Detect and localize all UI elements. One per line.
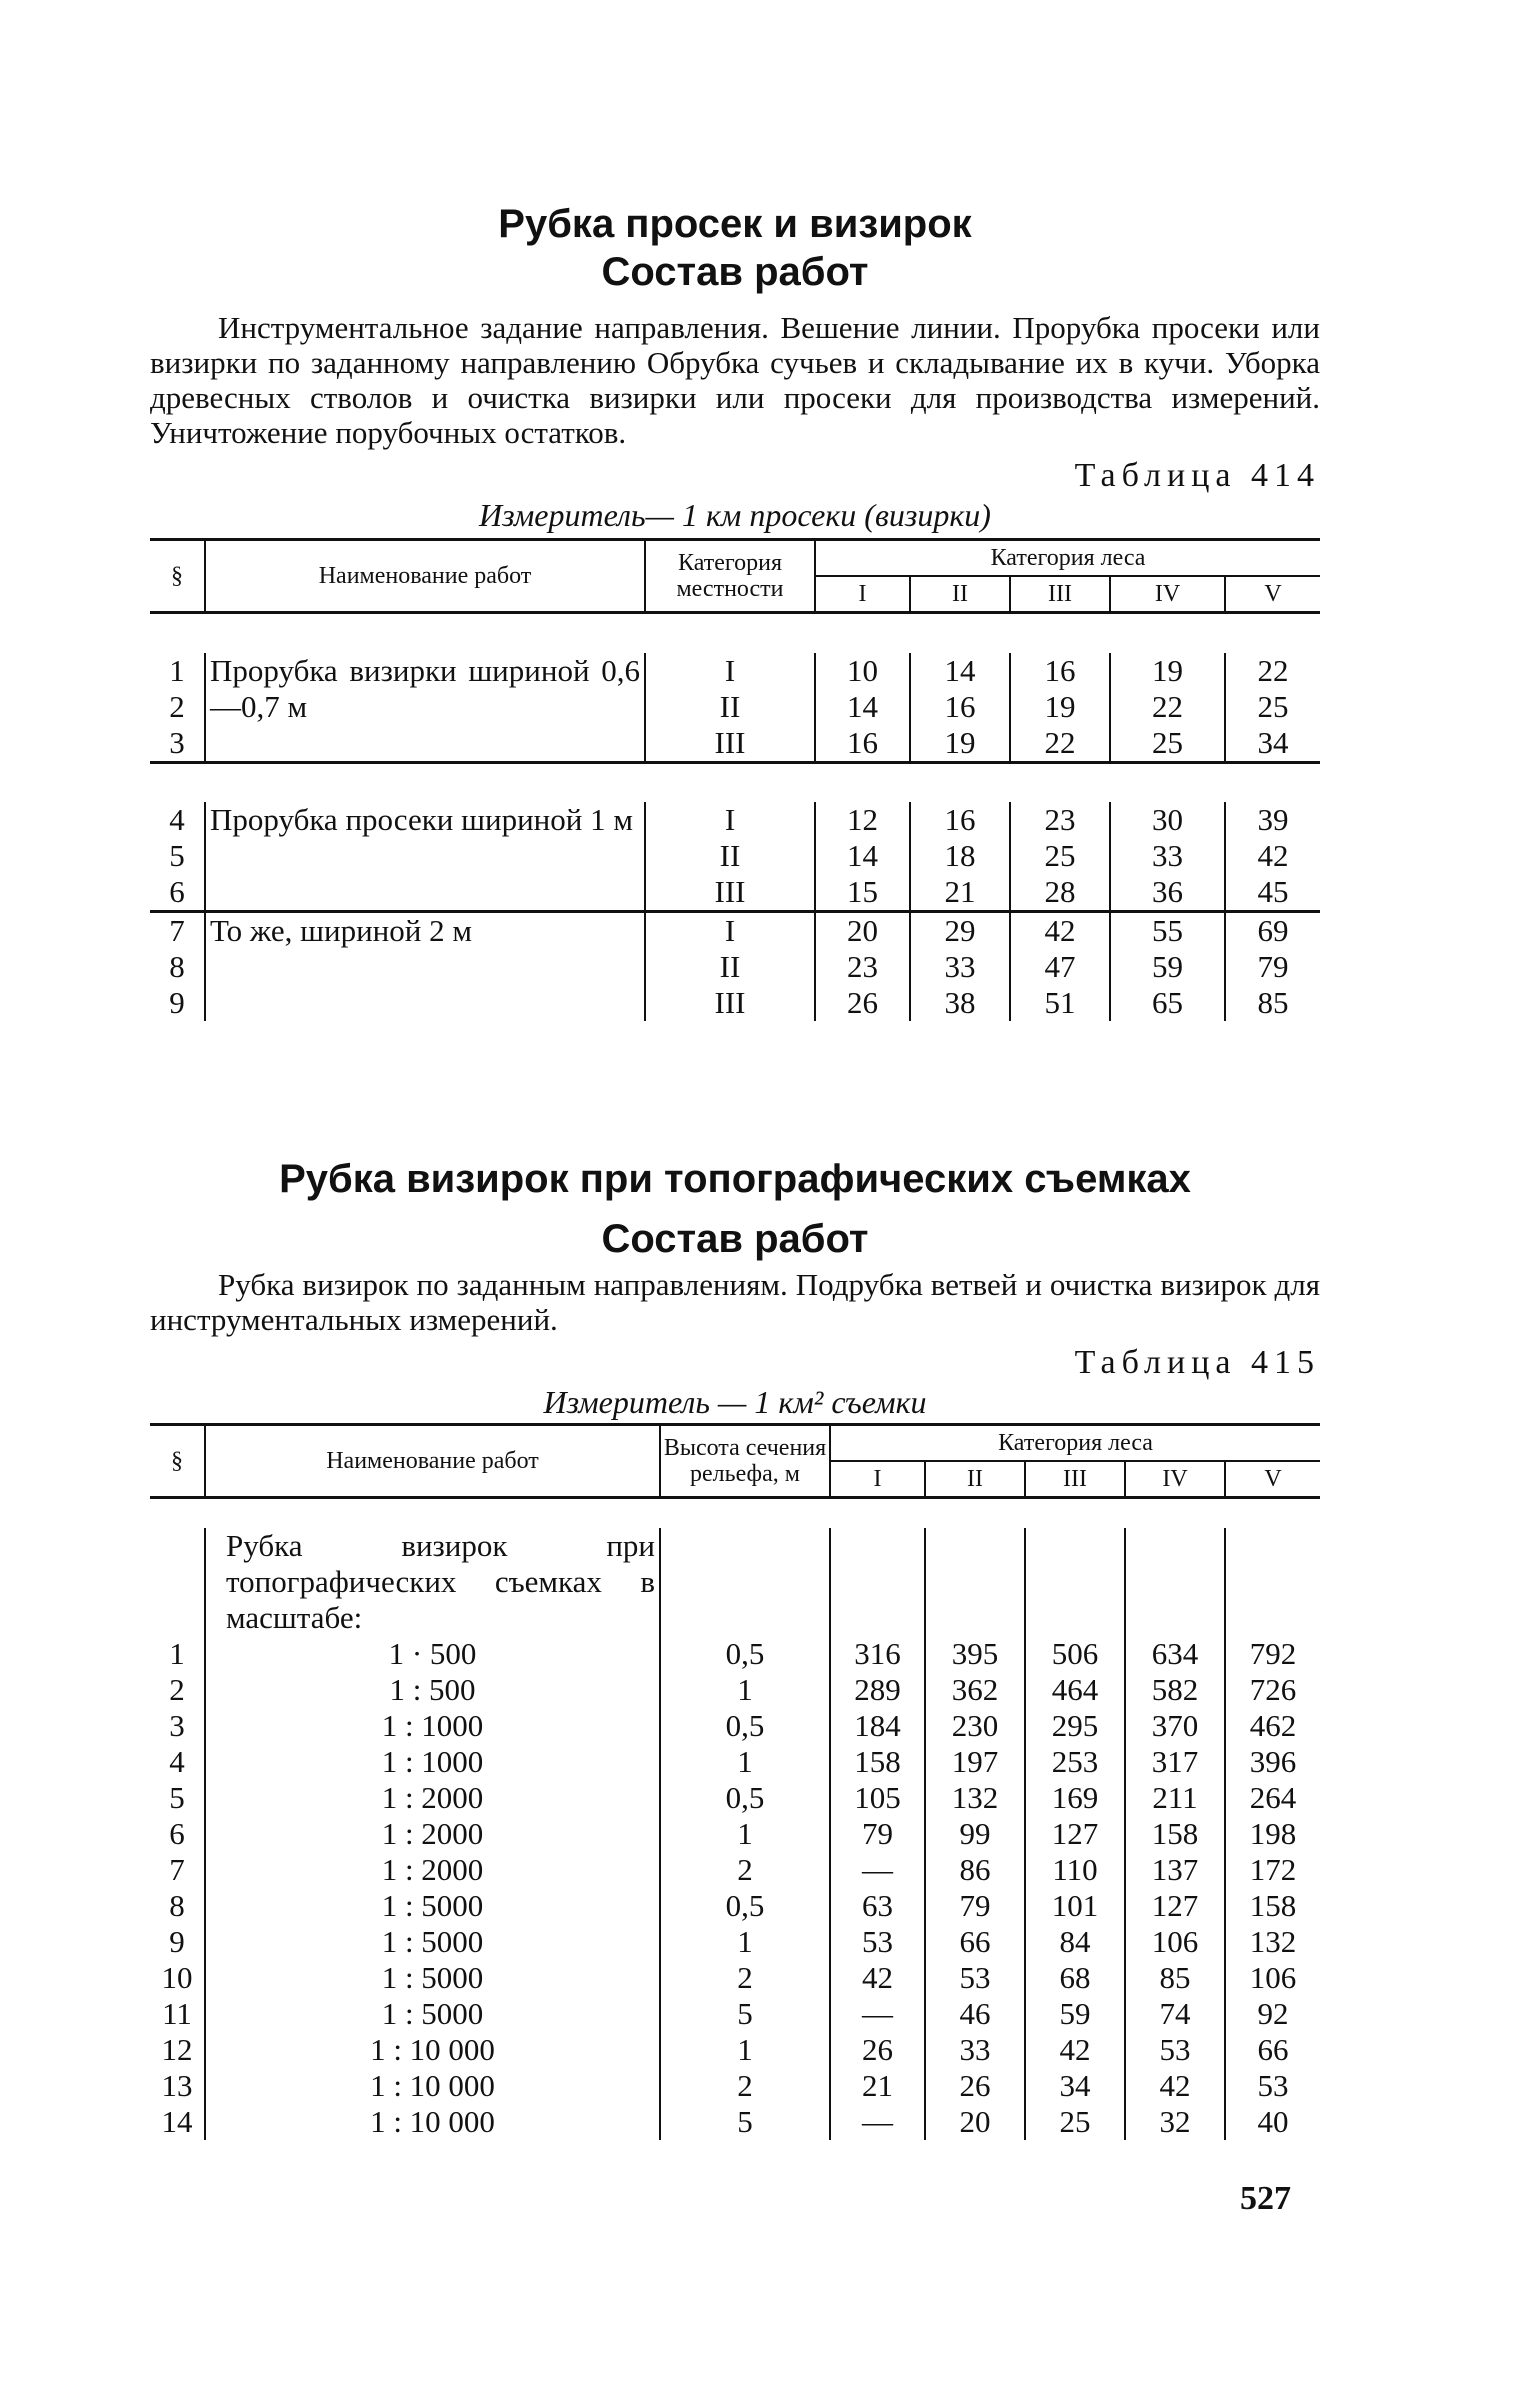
t415-cell: 79 <box>925 1888 1025 1924</box>
t415-cell: 132 <box>925 1780 1025 1816</box>
t415-height: 0,5 <box>660 1708 830 1744</box>
t415-height: 5 <box>660 1996 830 2032</box>
t415-row-num: 12 <box>161 2031 193 2067</box>
t415-row-num: 4 <box>169 1743 185 1779</box>
table-row <box>150 1816 1320 1852</box>
t415-cell: 92 <box>1225 1996 1320 2032</box>
t415-header-sec: § <box>150 1425 205 1498</box>
t414-col-3: III <box>1010 576 1110 613</box>
t415-cell: 362 <box>925 1672 1025 1708</box>
table-row <box>150 2068 1320 2104</box>
table-row <box>150 1924 1320 1960</box>
t415-cell: 158 <box>1225 1888 1320 1924</box>
t415-row-num: 7 <box>169 1851 185 1887</box>
t415-cell: 40 <box>1225 2104 1320 2140</box>
t415-row-num: 13 <box>161 2067 193 2103</box>
t415-row-num: 11 <box>162 1995 192 2031</box>
t415-cell: 158 <box>830 1744 925 1780</box>
section-1 <box>150 200 1320 1021</box>
t415-cell: 63 <box>830 1888 925 1924</box>
t415-cell: 53 <box>1125 2032 1225 2068</box>
t415-header-forest: Категория леса <box>830 1425 1320 1462</box>
t414-cell: 19 <box>1110 653 1225 689</box>
table-row <box>150 1852 1320 1888</box>
table-414 <box>150 538 1320 1021</box>
t415-row-num: 10 <box>161 1959 193 1995</box>
t415-cell: — <box>830 1996 925 2032</box>
t414-col-4: IV <box>1110 576 1225 613</box>
t414-cell: 19 <box>1010 689 1110 725</box>
table-row <box>150 1744 1320 1780</box>
t414-col-5: V <box>1225 576 1320 613</box>
t415-scale: 1 : 2000 <box>205 1852 660 1888</box>
t415-cell: 464 <box>1025 1672 1125 1708</box>
t414-cell: 39 <box>1225 802 1320 838</box>
t415-cell: — <box>830 1852 925 1888</box>
t415-cell: 110 <box>1025 1852 1125 1888</box>
t415-cell: 53 <box>925 1960 1025 1996</box>
t415-cell: 34 <box>1025 2068 1125 2104</box>
t414-cell: 23 <box>1010 802 1110 838</box>
t414-cell: 20 <box>815 912 910 950</box>
t414-cell: 33 <box>910 949 1010 985</box>
section-2-paragraph: Рубка визирок по заданным направлениям. Подрубка ветвей и очистка визирок для инструментальных измерений. <box>150 1267 1320 1337</box>
t415-cell: 289 <box>830 1672 925 1708</box>
t414-cell: II <box>645 949 815 985</box>
t414-cell: 18 <box>910 838 1010 874</box>
t415-height: 0,5 <box>660 1636 830 1672</box>
section-1-subtitle: Состав работ <box>601 250 869 294</box>
t415-cell: 462 <box>1225 1708 1320 1744</box>
t415-scale: 1 : 2000 <box>205 1816 660 1852</box>
t415-cell: 295 <box>1025 1708 1125 1744</box>
table-row <box>150 2104 1320 2140</box>
t415-row-num: 8 <box>169 1887 185 1923</box>
t415-cell: 66 <box>925 1924 1025 1960</box>
t414-row-num: 1 <box>169 652 185 688</box>
t414-group-name: Прорубка визирки шириной 0,6—0,7 м <box>205 653 645 763</box>
t414-cell: III <box>645 985 815 1021</box>
t414-cell: 42 <box>1010 912 1110 950</box>
t415-cell: 792 <box>1225 1636 1320 1672</box>
t415-scale: 1 : 10 000 <box>205 2104 660 2140</box>
t415-row-num: 9 <box>169 1923 185 1959</box>
t415-row-num: 2 <box>169 1671 185 1707</box>
t414-cell: 22 <box>1225 653 1320 689</box>
t415-cell: 68 <box>1025 1960 1125 1996</box>
t415-height: 2 <box>660 1852 830 1888</box>
t414-cell: 45 <box>1225 874 1320 912</box>
t415-cell: 395 <box>925 1636 1025 1672</box>
t415-scale: 1 : 5000 <box>205 1924 660 1960</box>
t415-scale: 1 : 10 000 <box>205 2032 660 2068</box>
t414-cell: 23 <box>815 949 910 985</box>
t415-header-height: Высота сечения рельефа, м <box>660 1425 830 1498</box>
t414-cell: 16 <box>1010 653 1110 689</box>
section-2-title: Рубка визирок при топографических съемках <box>279 1157 1191 1201</box>
t415-scale: 1 : 500 <box>205 1672 660 1708</box>
t415-cell: 316 <box>830 1636 925 1672</box>
t414-row-num: 6 <box>169 874 185 909</box>
t415-cell: 42 <box>830 1960 925 1996</box>
t415-row-num: 5 <box>169 1779 185 1815</box>
t415-cell: 582 <box>1125 1672 1225 1708</box>
t415-cell: 137 <box>1125 1852 1225 1888</box>
t415-intro-row <box>150 1528 1320 1636</box>
table-415 <box>150 1423 1320 2140</box>
t415-cell: 42 <box>1025 2032 1125 2068</box>
t415-height: 0,5 <box>660 1888 830 1924</box>
table-row <box>150 1780 1320 1816</box>
t414-cell: 25 <box>1010 838 1110 874</box>
t415-cell: 317 <box>1125 1744 1225 1780</box>
t415-cell: 59 <box>1025 1996 1125 2032</box>
t414-cell: 15 <box>815 874 910 912</box>
t414-row-num: 3 <box>169 724 185 760</box>
t414-col-2: II <box>910 576 1010 613</box>
t415-height: 0,5 <box>660 1780 830 1816</box>
t415-cell: 197 <box>925 1744 1025 1780</box>
t414-cell: 19 <box>910 725 1010 763</box>
t415-scale: 1 : 5000 <box>205 1888 660 1924</box>
t415-cell: 253 <box>1025 1744 1125 1780</box>
t414-cell: 65 <box>1110 985 1225 1021</box>
t414-cell: 28 <box>1010 874 1110 912</box>
t415-cell: 184 <box>830 1708 925 1744</box>
t415-cell: 53 <box>1225 2068 1320 2104</box>
t415-height: 5 <box>660 2104 830 2140</box>
t414-cell: 85 <box>1225 985 1320 1021</box>
t415-height: 2 <box>660 1960 830 1996</box>
t414-cell: 29 <box>910 912 1010 950</box>
t414-row-num: 5 <box>169 838 185 873</box>
t414-cell: 42 <box>1225 838 1320 874</box>
table-row <box>150 912 1320 950</box>
t414-cell: 14 <box>815 689 910 725</box>
t414-cell: 21 <box>910 874 1010 912</box>
t415-cell: 74 <box>1125 1996 1225 2032</box>
t415-cell: 86 <box>925 1852 1025 1888</box>
t414-cell: I <box>645 912 815 950</box>
t415-scale: 1 · 500 <box>205 1636 660 1672</box>
t415-col-4: IV <box>1125 1461 1225 1498</box>
t415-cell: 26 <box>830 2032 925 2068</box>
t414-cell: 47 <box>1010 949 1110 985</box>
t415-scale: 1 : 2000 <box>205 1780 660 1816</box>
t415-height: 1 <box>660 1672 830 1708</box>
t414-header-cat: Категория местности <box>645 540 815 613</box>
table-row <box>150 2032 1320 2068</box>
t415-cell: 42 <box>1125 2068 1225 2104</box>
t415-height: 1 <box>660 1816 830 1852</box>
t415-cell: 99 <box>925 1816 1025 1852</box>
t414-group-name: То же, шириной 2 м <box>205 912 645 1022</box>
table-415-measure: Измеритель — 1 км² съемки <box>543 1384 927 1420</box>
t415-cell: 21 <box>830 2068 925 2104</box>
t414-cell: 25 <box>1110 725 1225 763</box>
t415-height: 1 <box>660 2032 830 2068</box>
t415-cell: 634 <box>1125 1636 1225 1672</box>
t414-cell: I <box>645 653 815 689</box>
t415-cell: 396 <box>1225 1744 1320 1780</box>
t415-cell: 25 <box>1025 2104 1125 2140</box>
t415-cell: 20 <box>925 2104 1025 2140</box>
t415-cell: 53 <box>830 1924 925 1960</box>
t415-cell: 26 <box>925 2068 1025 2104</box>
t414-cell: 33 <box>1110 838 1225 874</box>
t415-cell: 79 <box>830 1816 925 1852</box>
t415-row-num: 14 <box>161 2103 193 2139</box>
table-row <box>150 802 1320 838</box>
t414-header-forest: Категория леса <box>815 540 1320 577</box>
t415-scale: 1 : 1000 <box>205 1744 660 1780</box>
t414-cell: 51 <box>1010 985 1110 1021</box>
t414-header-name: Наименование работ <box>205 540 645 613</box>
t414-cell: 69 <box>1225 912 1320 950</box>
t415-cell: 264 <box>1225 1780 1320 1816</box>
t415-row-num: 3 <box>169 1707 185 1743</box>
t415-cell: 32 <box>1125 2104 1225 2140</box>
table-414-measure: Измеритель— 1 км просеки (визирки) <box>479 497 991 533</box>
t415-intro: Рубка визирок при топографических съемках в масштабе: <box>205 1528 660 1636</box>
t415-row-num: 1 <box>169 1635 185 1671</box>
t414-cell: II <box>645 838 815 874</box>
t415-cell: 127 <box>1125 1888 1225 1924</box>
table-row <box>150 1996 1320 2032</box>
t414-row-num: 4 <box>169 802 185 837</box>
section-2-subtitle: Состав работ <box>601 1217 869 1261</box>
t414-cell: III <box>645 874 815 912</box>
t415-height: 2 <box>660 2068 830 2104</box>
t415-cell: 66 <box>1225 2032 1320 2068</box>
t415-scale: 1 : 5000 <box>205 1996 660 2032</box>
t415-cell: 106 <box>1125 1924 1225 1960</box>
t414-cell: 26 <box>815 985 910 1021</box>
t414-cell: 36 <box>1110 874 1225 912</box>
t415-height: 1 <box>660 1924 830 1960</box>
t415-cell: 46 <box>925 1996 1025 2032</box>
t414-cell: II <box>645 689 815 725</box>
t415-header-name: Наименование работ <box>205 1425 660 1498</box>
t415-cell: 105 <box>830 1780 925 1816</box>
table-row <box>150 1960 1320 1996</box>
t414-cell: 14 <box>910 653 1010 689</box>
t415-scale: 1 : 5000 <box>205 1960 660 1996</box>
table-row <box>150 1888 1320 1924</box>
t414-cell: 59 <box>1110 949 1225 985</box>
t414-cell: 30 <box>1110 802 1225 838</box>
t415-cell: 506 <box>1025 1636 1125 1672</box>
table-row <box>150 653 1320 689</box>
t415-col-5: V <box>1225 1461 1320 1498</box>
t414-cell: 55 <box>1110 912 1225 950</box>
t415-col-3: III <box>1025 1461 1125 1498</box>
t415-cell: 84 <box>1025 1924 1125 1960</box>
table-row <box>150 1636 1320 1672</box>
section-1-paragraph: Инструментальное задание направления. Вешение линии. Прорубка просеки или визирки по заданному направлению Обрубка сучьев и складывание их в кучи. Уборка древесных стволов и очистка визирки или просеки для производства измерений. Уничтожение порубочных остатков. <box>150 310 1320 450</box>
t415-cell: 106 <box>1225 1960 1320 1996</box>
t414-cell: 16 <box>910 802 1010 838</box>
t415-cell: 230 <box>925 1708 1025 1744</box>
t415-height: 1 <box>660 1744 830 1780</box>
table-415-label: Таблица 415 <box>1074 1344 1320 1381</box>
t415-cell: 211 <box>1125 1780 1225 1816</box>
section-1-title: Рубка просек и визирок <box>498 202 972 246</box>
t414-cell: 22 <box>1010 725 1110 763</box>
t414-cell: 22 <box>1110 689 1225 725</box>
t415-cell: 101 <box>1025 1888 1125 1924</box>
t415-cell: 726 <box>1225 1672 1320 1708</box>
t414-row-num: 9 <box>169 985 185 1020</box>
t414-cell: 10 <box>815 653 910 689</box>
t414-cell: I <box>645 802 815 838</box>
t414-cell: 16 <box>910 689 1010 725</box>
t414-cell: 14 <box>815 838 910 874</box>
t415-cell: 172 <box>1225 1852 1320 1888</box>
t414-cell: 34 <box>1225 725 1320 763</box>
t414-cell: 79 <box>1225 949 1320 985</box>
t414-cell: 16 <box>815 725 910 763</box>
t414-cell: 12 <box>815 802 910 838</box>
t414-cell: III <box>645 725 815 763</box>
t415-cell: 33 <box>925 2032 1025 2068</box>
t415-cell: 370 <box>1125 1708 1225 1744</box>
t415-row-num: 6 <box>169 1815 185 1851</box>
t415-col-2: II <box>925 1461 1025 1498</box>
table-row <box>150 1672 1320 1708</box>
t414-col-1: I <box>815 576 910 613</box>
t414-header-sec: § <box>150 540 205 613</box>
t414-cell: 38 <box>910 985 1010 1021</box>
table-row <box>150 1708 1320 1744</box>
t415-cell: 198 <box>1225 1816 1320 1852</box>
t414-cell: 25 <box>1225 689 1320 725</box>
t415-scale: 1 : 10 000 <box>205 2068 660 2104</box>
t415-cell: 158 <box>1125 1816 1225 1852</box>
t414-row-num: 7 <box>150 912 205 950</box>
t414-row-num: 8 <box>169 949 185 984</box>
section-2 <box>150 1155 1320 2140</box>
table-414-label: Таблица 414 <box>1074 457 1320 494</box>
t414-row-num: 2 <box>169 688 185 724</box>
t415-cell: 132 <box>1225 1924 1320 1960</box>
t415-scale: 1 : 1000 <box>205 1708 660 1744</box>
page-number: 527 <box>1240 2180 1291 2217</box>
t414-group-name: Прорубка просеки шириной 1 м <box>205 802 645 912</box>
t415-cell: — <box>830 2104 925 2140</box>
t415-col-1: I <box>830 1461 925 1498</box>
t415-cell: 127 <box>1025 1816 1125 1852</box>
t415-cell: 85 <box>1125 1960 1225 1996</box>
t415-cell: 169 <box>1025 1780 1125 1816</box>
